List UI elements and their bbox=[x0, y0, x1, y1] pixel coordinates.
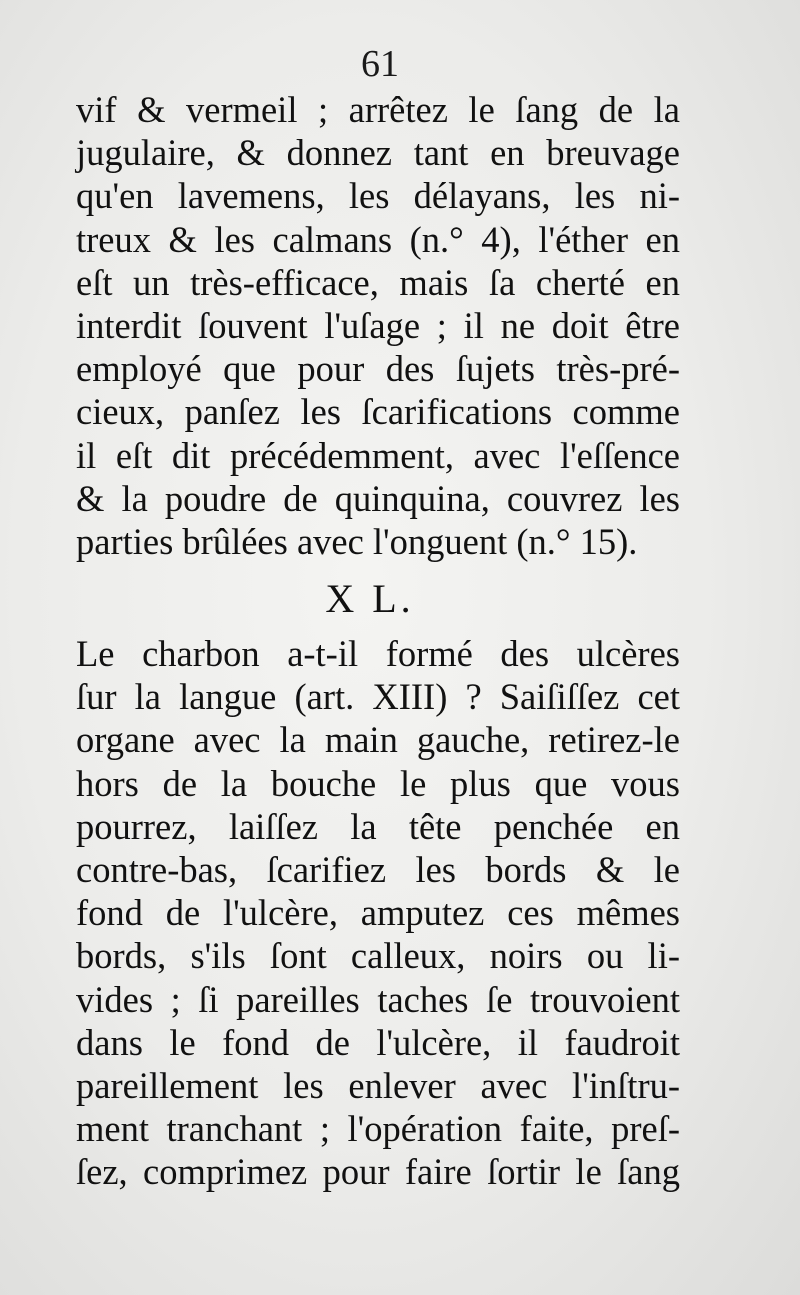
paragraph-bottom bbox=[76, 632, 680, 1193]
text-line: interdit ſouvent l'uſage ; il ne doit être bbox=[76, 304, 680, 346]
text-line: eſt un très-efficace, mais ſa cherté en bbox=[76, 261, 680, 303]
text-line: dans le fond de l'ulcère, il faudroit bbox=[76, 1021, 680, 1063]
text-line: pareillement les enlever avec l'inſtru- bbox=[76, 1064, 680, 1106]
text-line: vides ; ſi pareilles taches ſe trouvoient bbox=[76, 978, 680, 1020]
text-line: fond de l'ulcère, amputez ces mêmes bbox=[76, 892, 680, 934]
text-line: ment tranchant ; l'opération faite, preſ- bbox=[76, 1108, 680, 1150]
text-line: il eſt dit précédemment, avec l'eſſence bbox=[76, 434, 680, 476]
text-line: qu'en lavemens, les délayans, les ni- bbox=[76, 175, 680, 217]
text-line: contre-bas, ſcarifiez les bords & le bbox=[76, 848, 680, 890]
section-heading: X L. bbox=[325, 576, 415, 621]
text-line: employé que pour des ſujets très-pré- bbox=[76, 348, 680, 390]
text-line: ſez, comprimez pour faire ſortir le ſang bbox=[76, 1151, 680, 1193]
text-line: hors de la bouche le plus que vous bbox=[76, 762, 680, 804]
text-line: bords, s'ils ſont calleux, noirs ou li- bbox=[76, 935, 680, 977]
text-line: organe avec la main gauche, retirez-le bbox=[76, 719, 680, 761]
text-line: pourrez, laiſſez la tête penchée en bbox=[76, 805, 680, 847]
text-line: Le charbon a-t-il formé des ulcères bbox=[76, 633, 680, 674]
text-line: treux & les calmans (n.° 4), l'éther en bbox=[76, 218, 680, 260]
text-line: jugulaire, & donnez tant en breuvage bbox=[76, 132, 680, 174]
paragraph-top bbox=[76, 88, 680, 563]
text-line: ſur la langue (art. XIII) ? Saiſiſſez cet bbox=[76, 676, 680, 718]
text-line: cieux, panſez les ſcarifications comme bbox=[76, 391, 680, 433]
page-number: 61 bbox=[361, 43, 399, 85]
text-line: parties brûlées avec l'onguent (n.° 15). bbox=[76, 520, 638, 562]
text-line: & la poudre de quinquina, couvrez les bbox=[76, 477, 680, 519]
text-line: vif & vermeil ; arrêtez le ſang de la bbox=[76, 89, 680, 130]
